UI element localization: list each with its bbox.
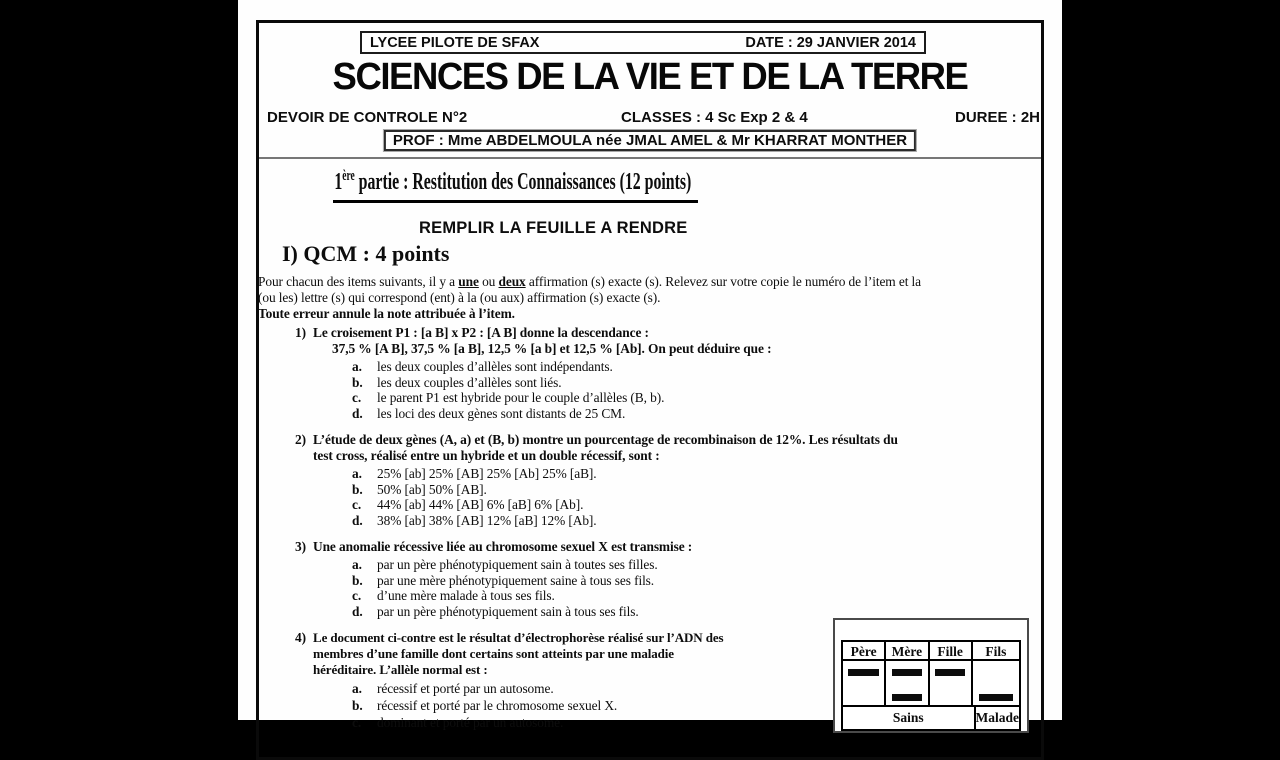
question-stem-line: héréditaire. L’allèle normal est : — [313, 662, 488, 677]
question-option — [352, 390, 1051, 406]
question-option — [352, 466, 1051, 482]
exam-number: DEVOIR DE CONTROLE N°2 — [267, 109, 468, 126]
option-text: récessif et porté par un autosome. — [377, 681, 554, 696]
sains-label: Sains — [892, 710, 924, 725]
malade-label: Malade — [974, 707, 1020, 729]
option-letter: a. — [352, 466, 362, 481]
option-letter: b. — [352, 572, 363, 588]
question-option — [352, 513, 1051, 529]
question-option — [352, 588, 1051, 604]
gel-column-header: Fils — [973, 642, 1019, 661]
instr-underlined-une: une — [458, 274, 479, 289]
gel-column — [973, 642, 1019, 705]
gel-lane — [930, 661, 971, 705]
question-option — [352, 557, 1051, 573]
option-letter: a. — [352, 681, 362, 696]
part1-title-number: 1 — [334, 169, 343, 195]
question-option — [352, 604, 1051, 620]
option-letter: d. — [352, 405, 363, 421]
electrophoresis-footer — [843, 705, 1019, 729]
question-number: 4) — [295, 630, 306, 645]
option-text: par un père phénotypiquement sain à toutes ses filles. — [377, 557, 658, 572]
qcm-question — [295, 432, 1051, 528]
question-stem-line: membres d’une famille dont certains sont atteints par une maladie — [313, 646, 674, 661]
option-text: par une mère phénotypiquement saine à tous ses fils. — [377, 572, 655, 588]
document-page — [238, 0, 1062, 730]
question-option — [352, 482, 1051, 498]
qcm-heading: I) QCM : 4 points — [282, 241, 450, 266]
gel-column — [930, 642, 973, 705]
question-stem-line: L’étude de deux gènes (A, a) et (B, b) montre un pourcentage de recombinaison de 12%. Les résultats du — [313, 432, 898, 447]
qcm-instructions-warning: Toute erreur annule la note attribuée à l’item. — [258, 305, 515, 321]
question-option — [352, 406, 1051, 422]
gel-band-bottom — [979, 694, 1013, 701]
option-text: 50% [ab] 50% [AB]. — [377, 481, 487, 497]
question-body — [313, 539, 1051, 619]
question-body — [313, 432, 1051, 528]
gel-band-bottom — [892, 694, 923, 701]
gel-band-top — [935, 669, 966, 676]
qcm-question — [295, 325, 1051, 421]
question-stem-line: 37,5 % [A B], 37,5 % [a B], 12,5 % [a b] et 12,5 % [Ab]. On peut déduire que : — [332, 341, 772, 356]
question-stem-line: Une anomalie récessive liée au chromosome sexuel X est transmise : — [313, 539, 693, 554]
question-stem-line: Le document ci-contre est le résultat d’électrophorèse réalisé sur l’ADN des — [313, 630, 724, 645]
option-letter: a. — [352, 359, 362, 374]
gel-lane — [843, 661, 884, 705]
question-options — [352, 466, 1051, 528]
option-letter: c. — [352, 715, 362, 730]
option-letter: d. — [352, 512, 363, 528]
option-text: d’une mère malade à tous ses fils. — [377, 588, 555, 603]
question-number: 3) — [295, 539, 306, 554]
school-date-box — [360, 31, 926, 54]
option-text: les loci des deux gènes sont distants de 25 CM. — [377, 405, 626, 421]
part1-title-sup: ère — [342, 168, 355, 184]
option-letter: a. — [352, 557, 362, 572]
question-options — [352, 557, 1051, 619]
option-letter: c. — [352, 497, 362, 512]
qcm-instructions-line1 — [258, 274, 1050, 290]
part1-title — [333, 168, 698, 203]
option-text: les deux couples d’allèles sont liés. — [377, 374, 562, 390]
professors-box: PROF : Mme ABDELMOULA née JMAL AMEL & Mr KHARRAT MONTHER — [384, 130, 916, 151]
question-option — [352, 497, 1051, 513]
gel-column — [886, 642, 929, 705]
exam-classes: CLASSES : 4 Sc Exp 2 & 4 — [621, 109, 808, 126]
gel-lane — [973, 661, 1019, 705]
exam-duration: DUREE : 2H — [954, 109, 1040, 126]
subject-title: SCIENCES DE LA VIE ET DE LA TERRE — [332, 56, 968, 98]
option-letter: b. — [352, 698, 363, 713]
gel-lane — [886, 661, 927, 705]
fill-sheet-instruction: REMPLIR LA FEUILLE A RENDRE — [419, 219, 688, 237]
part1-title-text: partie : Restitution des Connaissances (12 points) — [354, 169, 692, 195]
qcm-instructions-line2: (ou les) lettre (s) qui correspond (ent) à la (ou aux) affirmation (s) exacte (s). — [258, 289, 661, 305]
option-text: par un père phénotypiquement sain à tous ses fils. — [377, 603, 639, 619]
instr-segment: Pour chacun des items suivants, il y a — [258, 274, 459, 289]
option-text: 38% [ab] 38% [AB] 12% [aB] 12% [Ab]. — [377, 512, 597, 528]
gel-column — [843, 642, 886, 705]
question-number: 2) — [295, 432, 306, 447]
option-letter: b. — [352, 481, 363, 497]
instr-segment: ou — [478, 274, 499, 289]
question-number: 1) — [295, 325, 306, 340]
instr-underlined-deux: deux — [498, 274, 526, 289]
gel-column-header: Mère — [886, 642, 927, 661]
school-name: LYCEE PILOTE DE SFAX — [370, 34, 540, 51]
electrophoresis-table — [841, 640, 1021, 731]
option-text: le parent P1 est hybride pour le couple d’allèles (B, b). — [377, 390, 665, 405]
question-stem-line: test cross, réalisé entre un hybride et un double récessif, sont : — [313, 448, 660, 463]
exam-date: DATE : 29 JANVIER 2014 — [745, 34, 916, 51]
option-text: dominant et porté par un autosome. — [377, 715, 564, 730]
question-option — [352, 573, 1051, 589]
header-divider — [259, 157, 1041, 159]
question-body — [313, 325, 1051, 421]
gel-band-top — [848, 669, 879, 676]
option-text: récessif et porté par le chromosome sexuel X. — [377, 698, 618, 713]
qcm-instructions — [258, 274, 1050, 322]
question-option — [352, 359, 1051, 375]
gel-column-header: Fille — [930, 642, 971, 661]
qcm-question — [295, 539, 1051, 619]
option-letter: c. — [352, 390, 362, 405]
option-text: 44% [ab] 44% [AB] 6% [aB] 6% [Ab]. — [377, 497, 584, 512]
instr-segment: affirmation (s) exacte (s). Relevez sur votre copie le numéro de l’item et la — [525, 274, 922, 289]
option-text: 25% [ab] 25% [AB] 25% [Ab] 25% [aB]. — [377, 466, 597, 481]
option-letter: b. — [352, 374, 363, 390]
gel-band-top — [892, 669, 923, 676]
option-letter: c. — [352, 588, 362, 603]
electrophoresis-figure — [833, 618, 1029, 733]
option-text: les deux couples d’allèles sont indépendants. — [377, 359, 613, 374]
question-stem-line: Le croisement P1 : [a B] x P2 : [A B] donne la descendance : — [313, 325, 649, 340]
question-options — [352, 359, 1051, 421]
question-option — [352, 375, 1051, 391]
gel-column-header: Père — [843, 642, 884, 661]
electrophoresis-columns — [843, 642, 1019, 705]
option-letter: d. — [352, 603, 363, 619]
